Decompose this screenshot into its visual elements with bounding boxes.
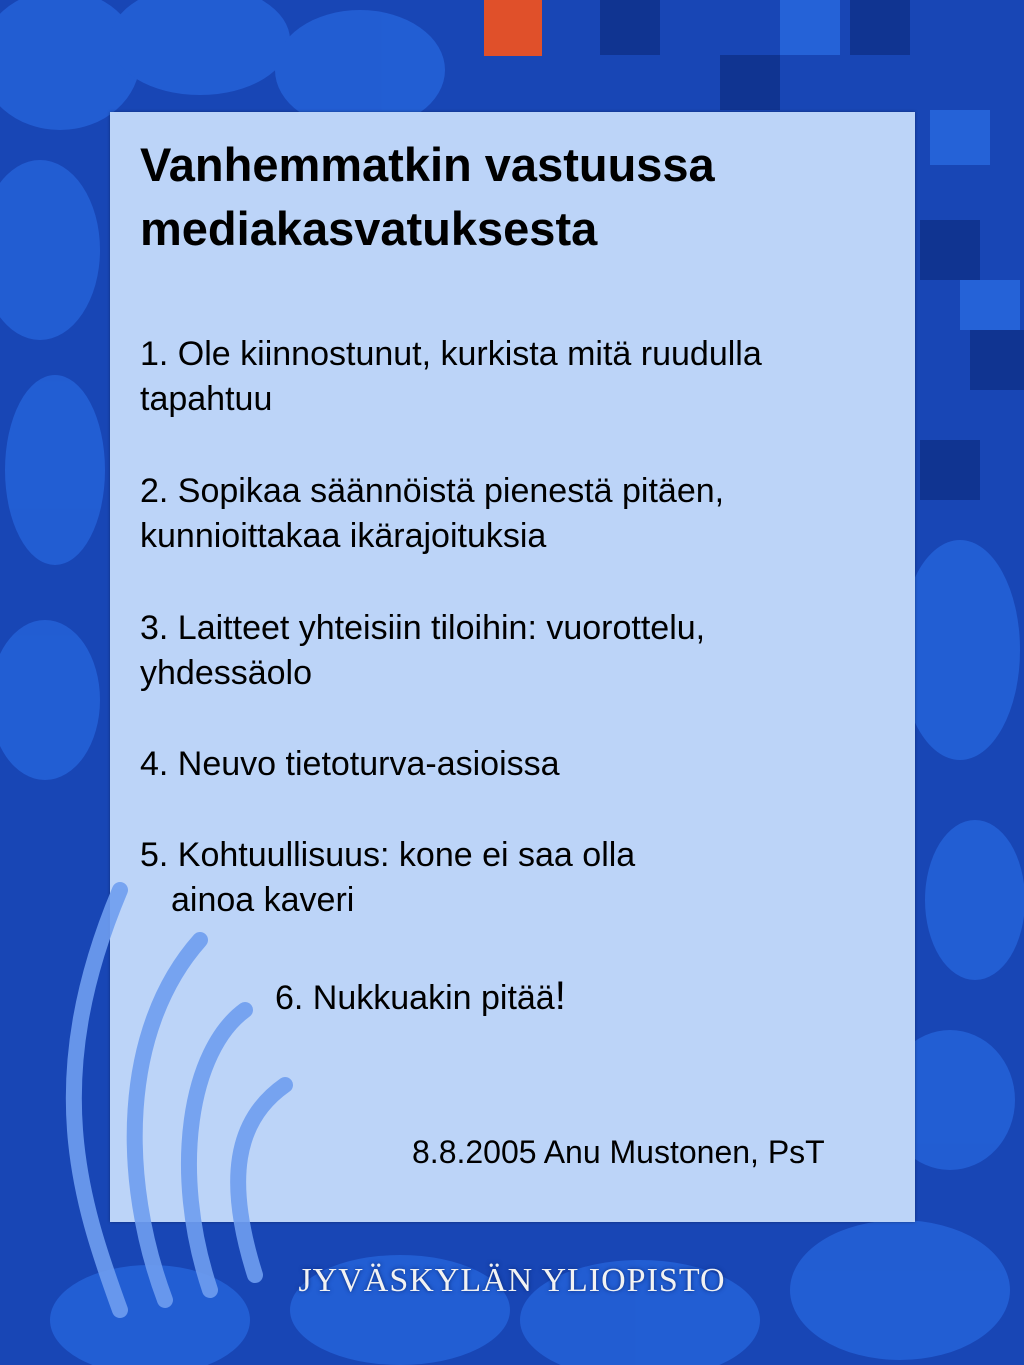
- list-item-line: ainoa kaveri: [171, 881, 355, 919]
- university-logo-icon: [0, 880, 330, 1320]
- list-item-line: yhdessäolo: [140, 654, 313, 692]
- list-item: [140, 332, 880, 422]
- list-item-line: 2. Sopikaa säännöistä pienestä pitäen,: [140, 472, 725, 510]
- list-item: [140, 469, 880, 559]
- list-item: [140, 606, 880, 696]
- list-item-line: kunnioittakaa ikärajoituksia: [140, 517, 547, 555]
- slide-title: Vanhemmatkin vastuussa mediakasvatuksesta: [140, 138, 715, 255]
- accent-square: [484, 0, 542, 56]
- exclamation-mark: !: [554, 974, 566, 1018]
- list-item-line: 1. Ole kiinnostunut, kurkista mitä ruudulla: [140, 335, 762, 373]
- author-credit: 8.8.2005 Anu Mustonen, PsT: [412, 1134, 825, 1170]
- list-item-line: 6. Nukkuakin pitää: [275, 979, 555, 1017]
- list-item: [275, 974, 1015, 1021]
- footer-logo-text: JYVÄSKYLÄN YLIOPISTO: [298, 1262, 726, 1299]
- list-item-line: 5. Kohtuullisuus: kone ei saa olla: [140, 836, 636, 874]
- list-item: [140, 742, 880, 787]
- list-item: [140, 833, 880, 923]
- list-item-line: 4. Neuvo tietoturva-asioissa: [140, 745, 560, 783]
- list-item-line: 3. Laitteet yhteisiin tiloihin: vuorottelu,: [140, 609, 706, 647]
- list-item-line: tapahtuu: [140, 380, 273, 418]
